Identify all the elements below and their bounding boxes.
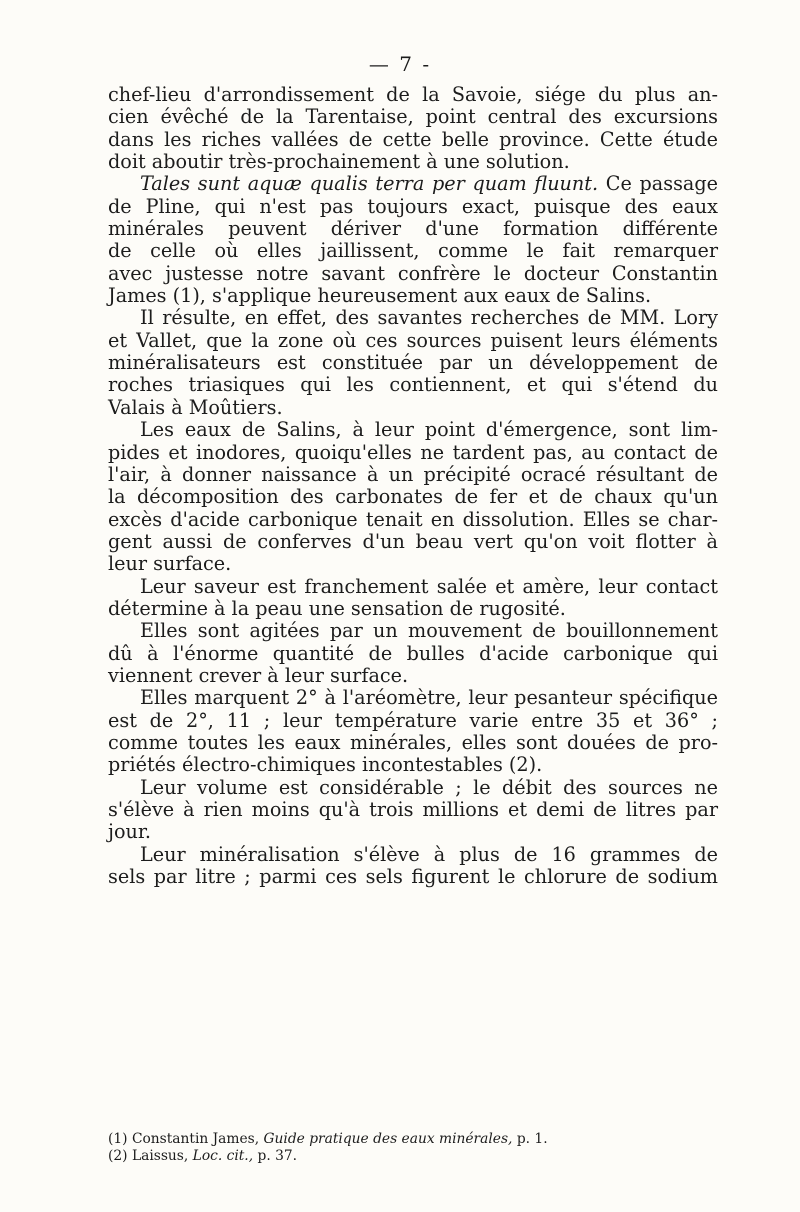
footnote-mark: (2) — [108, 1148, 128, 1164]
text-line: James (1), s'applique heureusement aux eaux de Salins. — [108, 284, 652, 308]
line-continuation: Ce passage — [598, 172, 718, 196]
text-line: est de 2°, 11 ; leur température varie entre 35 et 36° ; — [108, 708, 718, 732]
text-line: l'air, à donner naissance à un précipité ocracé résultant de — [108, 462, 718, 486]
footnote-author: Laissus, — [131, 1148, 189, 1164]
text-line: avec justesse notre savant confrère le docteur Constantin — [108, 261, 718, 285]
text-line: gent aussi de conferves d'un beau vert qu'on voit flotter à — [108, 529, 718, 553]
text-line: Les eaux de Salins, à leur point d'émergence, sont lim- — [140, 418, 718, 442]
text-line: priétés électro-chimiques incontestables (2). — [108, 753, 543, 777]
text-line: dans les riches vallées de cette belle province. Cette étude — [108, 127, 718, 151]
footnote-author: Constantin James, — [131, 1131, 260, 1147]
text-line: Elles marquent 2° à l'aréomètre, leur pesanteur spécifique — [140, 686, 718, 710]
text-line: Leur volume est considérable ; le débit des sources ne — [140, 775, 718, 799]
text-line: Valais à Moûtiers. — [108, 395, 283, 419]
text-line: minérales peuvent dériver d'une formation différente — [108, 217, 718, 241]
text-line: chef-lieu d'arrondissement de la Savoie, siége du plus an- — [108, 83, 718, 106]
footnote-page: p. 37. — [257, 1148, 298, 1164]
text-line: de celle où elles jaillissent, comme le fait remarquer — [108, 239, 718, 263]
text-line — [108, 173, 718, 195]
text-line: minéralisateurs est constituée par un développement de — [108, 351, 718, 375]
text-line: leur surface. — [108, 552, 232, 576]
footnotes — [108, 1131, 718, 1165]
footnote — [108, 1148, 718, 1165]
text-line: s'élève à rien moins qu'à trois millions et demi de litres par — [108, 798, 718, 821]
text-line: sels par litre ; parmi ces sels figurent le chlorure de sodium — [108, 865, 718, 889]
text-line: détermine à la peau une sensation de rugosité. — [108, 596, 566, 620]
text-line: pides et inodores, quoiqu'elles ne tardent pas, au contact de — [108, 440, 718, 464]
footnote-page: p. 1. — [516, 1131, 548, 1147]
text-line: Il résulte, en effet, des savantes recherches de MM. Lory — [140, 306, 718, 330]
page-number: — 7 - — [368, 52, 432, 76]
body-text — [108, 84, 718, 888]
text-line: roches triasiques qui les contiennent, et qui s'étend du — [108, 373, 718, 397]
text-line: Leur minéralisation s'élève à plus de 16 grammes de — [140, 842, 718, 866]
text-line: viennent crever à leur surface. — [108, 663, 409, 687]
text-line: jour. — [108, 820, 152, 844]
latin-quotation: Tales sunt aquæ qualis terra per quam fluunt. — [140, 172, 599, 196]
footnote-title: Guide pratique des eaux minérales, — [263, 1131, 513, 1147]
text-line: la décomposition des carbonates de fer et de chaux qu'un — [108, 485, 718, 509]
text-line: et Vallet, que la zone où ces sources puisent leurs éléments — [108, 328, 718, 352]
text-line: Leur saveur est franchement salée et amère, leur contact — [140, 574, 718, 598]
footnote-title: Loc. cit., — [192, 1148, 254, 1164]
text-line: Elles sont agitées par un mouvement de bouillonnement — [140, 619, 718, 643]
text-line: excès d'acide carbonique tenait en dissolution. Elles se char- — [108, 507, 718, 531]
text-line: de Pline, qui n'est pas toujours exact, puisque des eaux — [108, 194, 718, 218]
text-line: dû à l'énorme quantité de bulles d'acide carbonique qui — [108, 641, 718, 665]
footnote — [108, 1131, 718, 1148]
text-line: cien évêché de la Tarentaise, point central des excursions — [108, 105, 718, 129]
footnote-mark: (1) — [108, 1131, 128, 1147]
text-line: comme toutes les eaux minérales, elles sont douées de pro- — [108, 730, 718, 754]
text-line: doit aboutir très-prochainement à une solution. — [108, 150, 570, 174]
